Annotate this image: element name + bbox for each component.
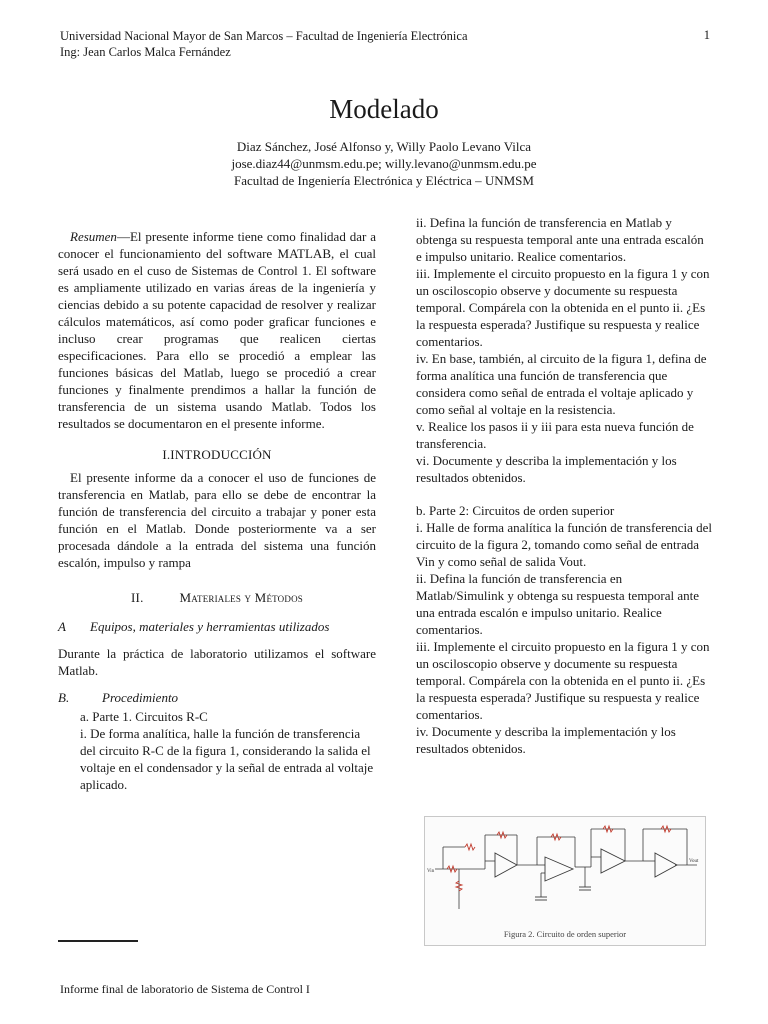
author-names: Diaz Sánchez, José Alfonso y, Willy Paolo Levano Vilca [236, 139, 532, 154]
subsection-a-heading [58, 618, 376, 635]
resistors [447, 826, 671, 891]
abstract [58, 228, 376, 432]
part1-step-iv: iv. En base, también, al circuito de la figura 1, defina de forma analítica una función de transferencia que considera como señal de entrada el voltaje aplicado y como señal al voltaje en la resistencia. [416, 351, 707, 417]
paper-title: Modelado [329, 94, 439, 124]
abstract-text: El presente informe tiene como finalidad dar a conocer el funcionamiento del software MATLAB, el cual será usado en el cuso de Sistemas de Control 1. El software es ampliamente utilizado en varias áreas de la ingeniería y ciencias debido a su potente capacidad de resolver y realizar cálculos matemáticos, así como poder graficar funciones e incluso crear programas que realicen ciertas especificaciones. Para ello se procedió a emplear las funciones básicas del Matlab, luego se procedió a crear funciones y finalmente prendimos a hallar la función de transferencia de un sistema usando Matlab. Todos los resultados se documentaron en el presente informe. [58, 229, 376, 431]
section-number: II. [131, 590, 144, 605]
label-vin: Vin [427, 869, 435, 874]
capacitors [535, 887, 591, 900]
circuit-wires [435, 829, 697, 909]
part2-step-iii: iii. Implemente el circuito propuesto en la figura 1 y con un osciloscopio observe y documente su respuesta temporal. Compárela con la obtenida en el punto ii. ¿Es la respuesta esperada? Justifique su respuesta y realice comentarios. [416, 639, 710, 722]
right-column [416, 214, 712, 757]
page-footer: Informe final de laboratorio de Sistema de Control I [60, 982, 310, 996]
subsection-a-text: Durante la práctica de laboratorio utilizamos el software Matlab. [58, 646, 376, 678]
subsection-b-heading [58, 689, 376, 706]
figure-2-caption: Figura 2. Circuito de orden superior [503, 929, 627, 939]
introduction-text: El presente informe da a conocer el uso de funciones de transferencia en Matlab, para ello se debe de encontrar la función de transferencia del circuito a trabajar y poner esta función en el Matlab. Donde posteriormente va a ser procesada dándole a la entrada del sistema una función escalón, impulso y rampa [58, 470, 376, 570]
part1-step-iii: iii. Implemente el circuito propuesto en la figura 1 y con un osciloscopio observe y documente su respuesta temporal. Compárela con la obtenida en el punto ii. ¿Es la respuesta esperada? Justifique su respuesta y realice comentarios. [416, 266, 710, 349]
part1-title: a. Parte 1. Circuitos R-C [80, 709, 208, 724]
running-header-instructor: Ing: Jean Carlos Malca Fernández [60, 45, 231, 59]
section-heading-methods [58, 589, 376, 606]
part2-step-iv: iv. Documente y describa la implementación y los resultados obtenidos. [416, 724, 676, 756]
subsection-a-title: Equipos, materiales y herramientas utilizados [90, 619, 330, 634]
author-block [0, 138, 768, 189]
author-emails: jose.diaz44@unmsm.edu.pe; willy.levano@unmsm.edu.pe [231, 156, 537, 171]
subsection-b-label: B. [58, 690, 70, 705]
abstract-label: Resumen [70, 229, 117, 244]
page-number: 1 [703, 28, 710, 42]
circuit-diagram [425, 817, 705, 929]
section-title: Materiales y Métodos [179, 590, 303, 605]
section-heading-introduction: I.INTRODUCCIÓN [162, 447, 272, 462]
part1-step-vi: vi. Documente y describa la implementación y los resultados obtenidos. [416, 453, 677, 485]
part1-step-i: i. De forma analítica, halle la función de transferencia del circuito R-C de la figura 1, considerando la salida el voltaje en el condensador y la señal de entrada al voltaje aplicado. [80, 726, 374, 792]
running-header-institution: Universidad Nacional Mayor de San Marcos – Facultad de Ingeniería Electrónica [60, 29, 468, 43]
part1-step-v: v. Realice los pasos ii y iii para esta nueva función de transferencia. [416, 419, 694, 451]
abstract-dash: — [116, 229, 130, 244]
left-column [58, 228, 376, 793]
subsection-a-label: A [58, 619, 66, 634]
procedure-block [58, 708, 376, 793]
part2-title: b. Parte 2: Circuitos de orden superior [416, 503, 615, 518]
label-vout: Vout [689, 859, 699, 864]
footnote-rule [58, 940, 138, 942]
part1-step-ii: ii. Defina la función de transferencia en Matlab y obtenga su respuesta temporal ante una entrada escalón e impulso unitario. Realice comentarios. [416, 215, 704, 264]
author-affiliation: Facultad de Ingeniería Electrónica y Eléctrica – UNMSM [234, 173, 534, 188]
subsection-b-title: Procedimiento [102, 690, 179, 705]
figure-2-circuit [424, 816, 706, 946]
part2-step-i: i. Halle de forma analítica la función de transferencia del circuito de la figura 2, tomando como señal de entrada Vin y como señal de salida Vout. [416, 520, 712, 569]
part2-step-ii: ii. Defina la función de transferencia en Matlab/Simulink y obtenga su respuesta temporal ante una entrada escalón e impulso unitario. Realice comentarios. [416, 571, 700, 637]
